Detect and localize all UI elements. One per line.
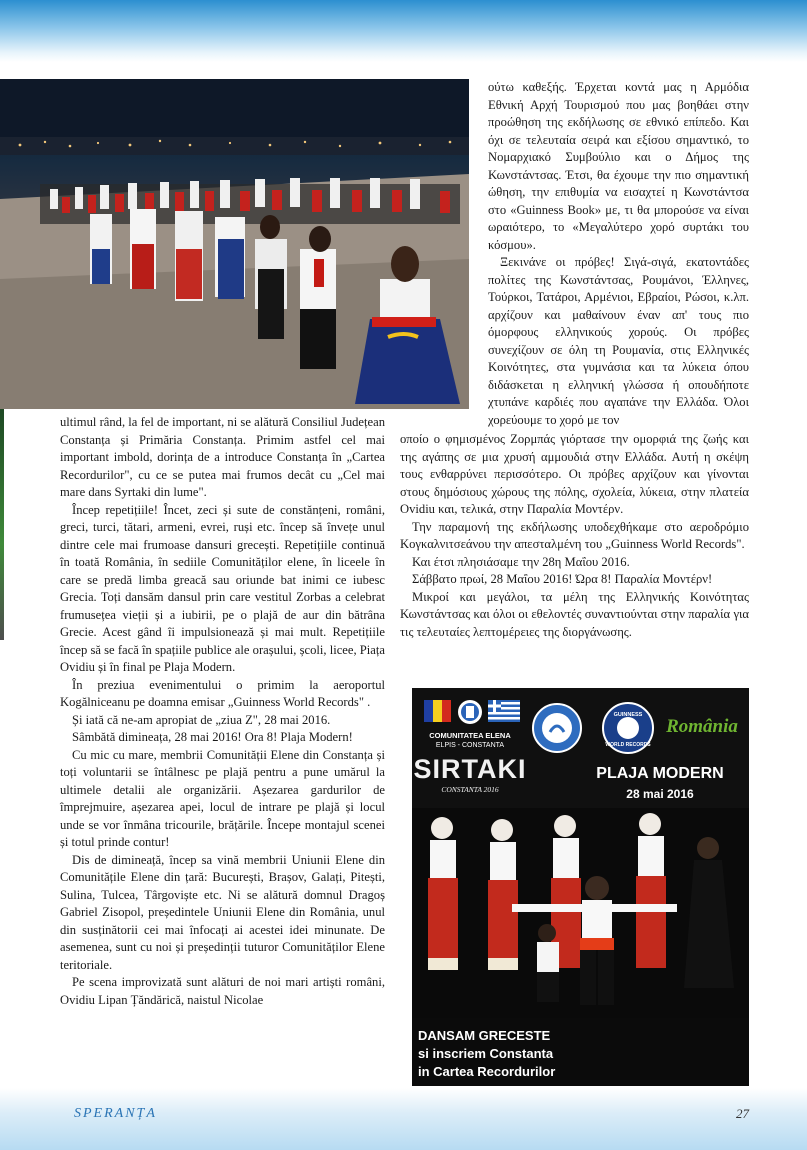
sirtaki-subtitle: CONSTANTA 2016 bbox=[441, 785, 499, 794]
event-date: 28 mai 2016 bbox=[626, 787, 694, 801]
slogan-line2: si inscriem Constanta bbox=[418, 1046, 554, 1061]
greek-paragraph: ούτω καθεξής. Έρχεται κοντά μας η Αρμόδια Εθνική Αρχή Τουρισμού που μας βοηθάει στην προώθηση της εκδήλωσης σε εθνικό επίπεδο. Και όχι σε τελευταία σειρά και εξίσου σημαντικό, το Νομαρχιακό Συμβούλιο και ο Δήμος της Κωνστάντσας. Έτσι, θα έχουμε την πιο σημαντική ώθηση, την επιθυμία να εισαχτεί η Κωνστάντσα στο «Guinness Book» με, τι θα μπορούσε να είναι ωραιότερο, το «Μεγαλύτερο χορό συρτάκι του κόσμου». bbox=[488, 80, 749, 252]
greek-paragraph: Σάββατο πρωί, 28 Μαΐου 2016! Ώρα 8! Παραλία Μοντέρν! bbox=[412, 572, 713, 586]
romanian-paragraph: Sâmbătă dimineața, 28 mai 2016! Ora 8! Plaja Modern! bbox=[72, 730, 353, 744]
romanian-paragraph: Pe scena improvizată sunt alături de noi mari artiști români, Ovidiu Lipan Țăndărică, naistul Nicolae bbox=[60, 975, 385, 1007]
dancer-badge-icon bbox=[533, 704, 581, 752]
romanian-paragraph: Și iată că ne-am apropiat de „ziua Z", 28 mai 2016. bbox=[72, 712, 331, 727]
community-emblem-icon bbox=[458, 700, 482, 724]
page-number: 27 bbox=[736, 1106, 749, 1121]
greek-article-top bbox=[488, 79, 749, 429]
guinness-label: GUINNESS bbox=[613, 712, 643, 718]
sirtaki-title: SIRTAKI bbox=[413, 754, 527, 784]
greek-paragraph: Ξεκινάνε οι πρόβες! Σιγά-σιγά, εκατοντάδες πολίτες της Κωνστάντσας, Ρουμάνοι, Έλληνες, Τούρκοι, Τατάροι, Αρμένιοι, Εβραίοι, Ρώσοι, κ.λπ. αρχίζουν και μαθαίνουν έναν απ' τους πιο όμορφους ελληνικούς χορούς. Οι πρόβες συνεχίζουν σε όλη τη Ρουμανία, στις Ελληνικές Κοινότητες, στα γυμνάσια και τα λύκεια όπου διδάσκεται η ελληνική γλώσσα ή οπουδήποτε χτυπάνε καρδιές που αγαπάνε την Ελλάδα. Όλοι χορεύουμε το χορό με τον bbox=[488, 255, 749, 427]
romanian-flag-icon bbox=[424, 700, 451, 722]
romanian-paragraph: În preziua evenimentului o primim la aeroportul Kogălniceanu pe doamna emisar „Guinness World Records" . bbox=[60, 677, 385, 709]
romanian-paragraph: ultimul rând, la fel de important, ni se alătură Consiliul Județean Constanța și Primăria Constanța. Primim astfel cel mai important imbold, dorința de a introduce Constanța în „Cartea Recordurilor", cu ce se putea mai frumos decât cu „Cel mai mare dans Syrtaki din lume". bbox=[60, 415, 385, 499]
sirtaki-event-poster bbox=[412, 688, 749, 1086]
beach-dance-photo bbox=[0, 79, 469, 409]
romanian-paragraph: Dis de dimineață, încep sa vină membrii Uniunii Elene din Comunitățile Elene din țară: București, Brașov, Galați, Pitești, Sulina, Tulcea, Târgoviște etc. Ni se alătură domnul Dragoș Gabriel Zisopol, președintele Uniunii Elene din România, unul din susținătorii cei mai înfocați ai acestei idei minunate. De asemenea, sunt cu noi și președinții tuturor Comunităților Elene teritoriale. bbox=[60, 852, 385, 972]
left-edge-photo-strip bbox=[0, 400, 4, 640]
greek-flag-icon bbox=[488, 700, 520, 722]
slogan-line1: DANSAM GRECESTE bbox=[418, 1028, 551, 1043]
magazine-name: SPERANȚA bbox=[74, 1106, 157, 1121]
romania-logo: România bbox=[666, 716, 738, 737]
romanian-paragraph: Încep repetițiile! Încet, zeci și sute de constănțeni, români, greci, turci, tătari, armeni, evrei, ruși etc. încep să învețe unul dintre cele mai frumoase dansuri grecești. Repetițiile continuă în toată România, în sediile Comunităților elene, în liceele în care se predă limba greacă sau oriunde bat inimi ce iubesc Grecia. Toți dansăm dansul prin care vestitul Zorbas a celebrat frumusețea vieții și a iubirii, pe o plajă de aur din bătrâna Grecie. Acest gând îi impulsionează și mai mult. Repetițiile încep să se facă în spațiile publice ale orașului, școli, licee, Piața Ovidiu și în final pe Plaja Modern. bbox=[60, 502, 385, 674]
community-city: ELPIS - CONSTANTA bbox=[435, 742, 505, 749]
greek-paragraph: Μικροί και μεγάλοι, τα μέλη της Ελληνικής Κοινότητας Κωνστάντσας και όλοι οι εθελοντές συναντιούνται στην παραλία για τις τελευταίες λεπτομέρειες της διοργάνωσης. bbox=[400, 589, 749, 639]
romanian-paragraph: Cu mic cu mare, membrii Comunității Elene din Constanța și toți voluntarii se întâlnesc pe plajă pentru a pune umărul la ultimele detalii ale organizării. Așezarea gardurilor de împrejmuire, așezarea apei, locul de intrare pe plajă și locul unde se vor înmâna tricourile, brățările. Începe montajul scenei și totul prinde contur! bbox=[60, 747, 385, 849]
slogan-line3: in Cartea Recordurilor bbox=[418, 1064, 556, 1079]
greek-paragraph: Την παραμονή της εκδήλωσης υποδεχθήκαμε στο αεροδρόμιο Κογκαλνιτσεάνου την απεσταλμένη του „Guinness World Records". bbox=[400, 519, 749, 551]
community-name: COMUNITATEA ELENA bbox=[429, 731, 511, 740]
guinness-records-label: WORLD RECORDS bbox=[605, 742, 651, 748]
romanian-article bbox=[60, 414, 385, 1009]
greek-article-continued bbox=[400, 431, 749, 641]
top-header-band bbox=[0, 0, 807, 62]
guinness-badge-icon bbox=[603, 703, 653, 753]
plaja-modern-title: PLAJA MODERN bbox=[596, 765, 724, 782]
greek-paragraph: Και έτσι πλησιάσαμε την 28η Μαΐου 2016. bbox=[412, 554, 630, 569]
greek-paragraph: οποίο ο φημισμένος Ζορμπάς γιόρτασε την ομορφιά της ζωής και της αγάπης σε μια χρυσή αμμουδιά στην Ελλάδα. Αυτή η σκέψη τους ενθαρρύνει περισσότερο. Οι πρόβες αρχίζουν και γίνονται στους δημόσιους χώρους της πόλης, σχολεία, λύκεια, στην πλατεία Ovidiu και, τελικά, στην Παραλία Μοντέρν. bbox=[400, 432, 749, 516]
